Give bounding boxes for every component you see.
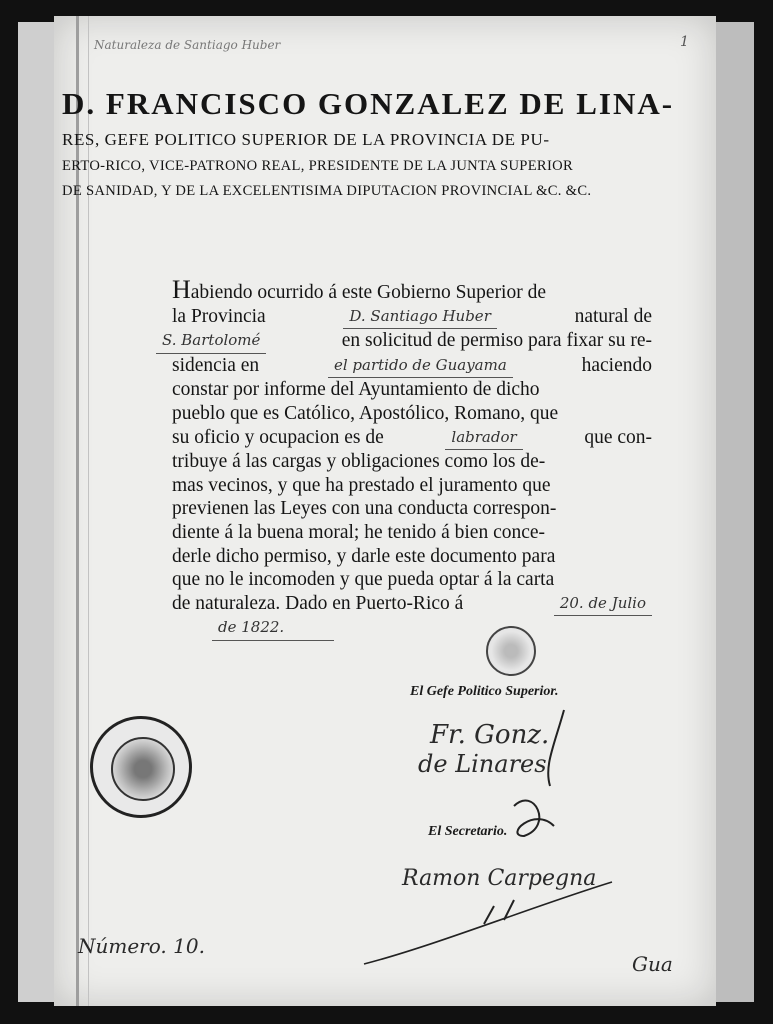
heading-line-3: ERTO-RICO, VICE-PATRONO REAL, PRESIDENTE DE LA JUNTA SUPERIOR [62, 158, 573, 174]
body-text-segment: de naturaleza. Dado en Puerto-Rico á [172, 592, 464, 614]
body-line [172, 592, 652, 617]
body-line [172, 402, 652, 426]
handwritten-year: de 1822. [212, 616, 334, 641]
body-line [172, 568, 652, 592]
body-line [172, 616, 652, 641]
handwritten-occupation: labrador [445, 426, 522, 451]
handwritten-origin: S. Bartolomé [156, 329, 266, 354]
seal-lamb-icon [111, 737, 175, 801]
body-text-segment: que con- [584, 426, 652, 448]
heading-line-1: D. FRANCISCO GONZALEZ DE LINA- [62, 86, 675, 121]
body-text-segment: abiendo ocurrido á este Gobierno Superior de [190, 282, 546, 303]
body-text-segment: su oficio y ocupacion es de [172, 426, 384, 448]
margin-note-bottom-right: Gua [632, 952, 673, 976]
body-line [162, 329, 652, 354]
small-seal-icon [486, 626, 536, 676]
handwritten-date: 20. de Julio [554, 592, 652, 617]
body-text-segment: natural de [574, 305, 652, 327]
handwritten-district: el partido de Guayama [328, 354, 513, 379]
body-line [172, 354, 652, 379]
margin-note-top: Naturaleza de Santiago Huber [94, 38, 281, 52]
heading-line-2: RES, GEFE POLITICO SUPERIOR DE LA PROVINCIA DE PU- [62, 130, 550, 149]
body-line [172, 497, 652, 521]
gefe-title: El Gefe Politico Superior. [410, 684, 559, 699]
gefe-signature-line-2: de Linares [418, 750, 547, 778]
secretario-signature: Ramon Carpegna [402, 866, 597, 891]
body-text-segment: que no le incomoden y que pueda optar á la carta [172, 569, 555, 591]
document-body [162, 275, 652, 641]
scan-left-strip [18, 22, 54, 1002]
gefe-signature-line-1: Fr. Gonz. [430, 720, 550, 750]
drop-cap: H [172, 275, 191, 304]
body-line [172, 545, 652, 569]
body-text-segment: tribuye á las cargas y obligaciones como los de- [172, 451, 546, 473]
signature-rubric-icon [354, 876, 624, 976]
secretario-title: El Secretario. [428, 824, 508, 839]
body-line [172, 474, 652, 498]
margin-note-numero: Número. 10. [78, 934, 205, 958]
body-line [172, 305, 652, 330]
body-text-segment: en solicitud de permiso para fixar su re- [341, 330, 652, 352]
provincial-seal-icon [90, 716, 192, 818]
page-number: 1 [680, 34, 689, 50]
scan-right-strip [712, 22, 754, 1002]
body-line [172, 521, 652, 545]
body-line [172, 275, 652, 305]
body-text-segment: previenen las Leyes con una conducta correspon- [172, 498, 557, 520]
body-text-segment: derle dicho permiso, y darle este documento para [172, 545, 556, 567]
body-text-segment: pueblo que es Católico, Apostólico, Romano, que [172, 402, 559, 424]
body-text-segment: mas vecinos, y que ha prestado el juramento que [172, 474, 551, 496]
document-sheet [54, 16, 716, 1006]
document-heading [62, 86, 702, 200]
body-text-segment: constar por informe del Ayuntamiento de dicho [172, 379, 540, 401]
body-text-segment: diente á la buena moral; he tenido á bien conce- [172, 521, 546, 543]
handwritten-name: D. Santiago Huber [343, 305, 496, 330]
body-line [172, 378, 652, 402]
body-line [172, 450, 652, 474]
body-text-segment: sidencia en [172, 354, 260, 376]
heading-line-4: DE SANIDAD, Y DE LA EXCELENTISIMA DIPUTACION PROVINCIAL &C. &C. [62, 183, 592, 199]
body-text-segment: la Provincia [172, 305, 266, 327]
body-text-segment: haciendo [581, 354, 652, 376]
body-line [172, 426, 652, 451]
